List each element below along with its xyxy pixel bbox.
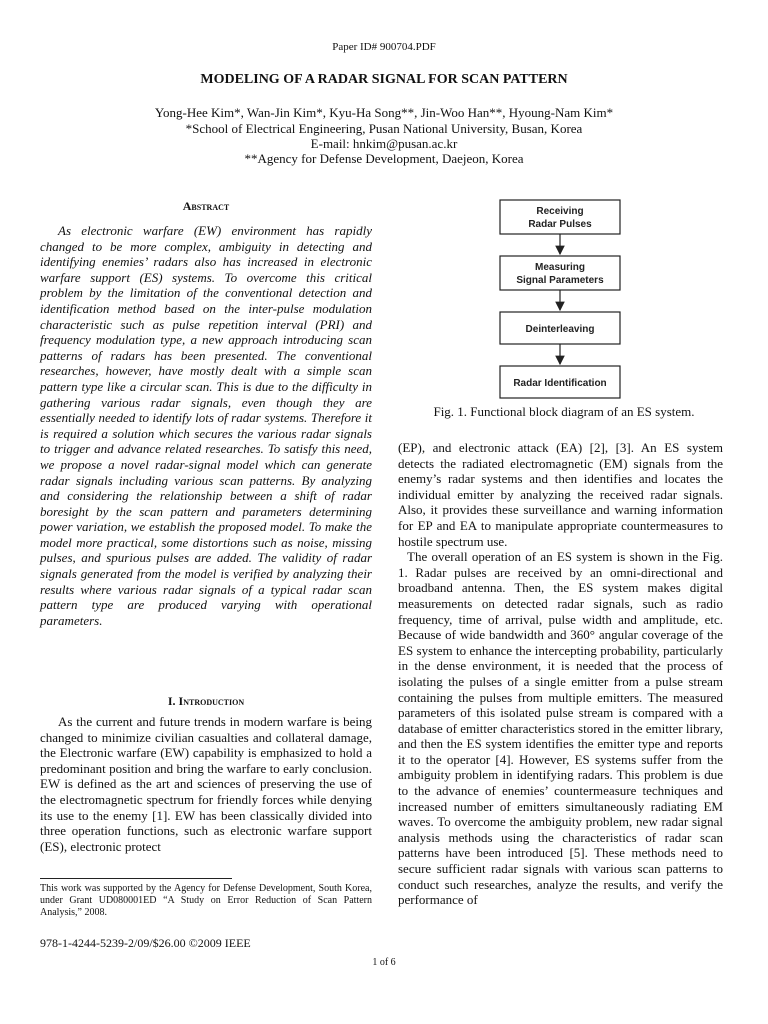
affiliation-agency: **Agency for Defense Development, Daejeon, Korea (244, 151, 524, 166)
contact-email: E-mail: hnkim@pusan.ac.kr (310, 136, 458, 151)
copyright-notice: 978-1-4244-5239-2/09/$26.00 ©2009 IEEE (40, 936, 251, 950)
abstract-heading: Abstract (182, 199, 230, 213)
right-column (398, 440, 723, 908)
diagram-box-receiving-line1: Receiving (536, 206, 584, 217)
page-number: 1 of 6 (372, 957, 396, 968)
right-column-paragraph-2: The overall operation of an ES system is shown in the Fig. 1. Radar pulses are received by an omni-directional and broadband antenna. Then, the ES system makes digital measurements on detected radar signals, such as radio frequency, time of arrival, pulse width and amplitude, etc. Because of wide bandwidth and 360° angular coverage of the ES system to enhance the intercepting probability, particularly in the dense environment, it is needed that the process of isolating the pulses of a single emitter from a pulse stream containing the pulses from multiple emitters. The measured parameters of this isolated pulse stream is compared with a database of emitter characteristics stored in the emitter library, and then the ES system identifies the emitter type and reports it to the operator [4]. However, ES systems suffer from the ambiguity problem in identifying radars. This problem is due to the advance of enemies’ countermeasure techniques and increased number of emitters simultaneously radiating EM waves. To overcome the ambiguity problem, new radar signal analysis methods using the characteristics of radar scan patterns have been introduced [5]. These methods need to secure sufficient radar signals with various scan patterns to conduct such researches, analyze the results, and verify the performance of (398, 549, 723, 908)
diagram-box-receiving-line2: Radar Pulses (528, 219, 592, 230)
figure-caption: Fig. 1. Functional block diagram of an ES system. (433, 404, 695, 419)
diagram-box-deinterleaving-label: Deinterleaving (525, 324, 595, 335)
footnote: This work was supported by the Agency for Defense Development, South Korea, under Grant UD080001ED “A Study on Error Reduction of Scan Pattern Analysis,” 2008. (40, 883, 372, 918)
diagram-box-identification-label: Radar Identification (513, 378, 607, 389)
diagram-box-measuring-line1: Measuring (534, 262, 586, 273)
abstract-body: As electronic warfare (EW) environment has rapidly changed to be more complex, ambiguity in detecting and identifying enemies’ radars also has increased in electronic warfare support (ES) systems. To overcome this critical problem by the limitation of the conventional detection and identification method based on the inter-pulse modulation characteristic such as pulse repetition interval (PRI) and frequency modulation type, a new approach introducing scan patterns of radars has been presented. The conventional researches, however, have mostly dealt with a simple scan pattern type like a circular scan. This is due to the difficulty in gathering various radar signals, even though they are essentially needed to identify lots of radar systems. Therefore it is required a solution which secures the various radar signals to trigger and advance related researches. To satisfy this need, we propose a novel radar-signal model which can generate radar signals including various scan patterns. By analyzing and considering the relationship between a shift of radar boresight by the scan pattern and parameters determining power variation, we establish the proposed model. To make the model more practical, some distortions such as noise, missing pulses, and spurious pulses are added. The validity of radar signals generated from the model is verified by analyzing their results where various radar signals of a typical radar scan pattern type are produced varying with operational parameters. (40, 223, 372, 628)
authors: Yong-Hee Kim*, Wan-Jin Kim*, Kyu-Ha Song**, Jin-Woo Han**, Hyoung-Nam Kim* (154, 105, 614, 120)
introduction-body: As the current and future trends in modern warfare is being changed to minimize civilian casualties and collateral damage, the Electronic warfare (EW) capability is emphasized to hold a predominant position and bring the warfare to early conclusion. EW is defined as the art and sciences of preserving the use of the electromagnetic spectrum for friendly forces while denying its use to the enemy [1]. EW has been classically divided into three operation functions, such as electronic warfare support (ES), electronic protect (40, 714, 372, 854)
footnote-divider (40, 878, 232, 879)
paper-title: MODELING OF A RADAR SIGNAL FOR SCAN PATTERN (200, 72, 568, 87)
affiliation-school: *School of Electrical Engineering, Pusan National University, Busan, Korea (185, 121, 583, 136)
diagram-box-measuring-line2: Signal Parameters (516, 275, 604, 286)
section-heading-introduction: I. Introduction (167, 694, 245, 708)
right-column-paragraph-1: (EP), and electronic attack (EA) [2], [3]. An ES system detects the radiated electromagnetic (EM) signals from the enemy’s radar systems and then identifies and locates the individual emitter by analyzing the received radar signals. Also, it provides these surveillance and warning information for EP and EA to manipulate appropriate countermeasures to hostile spectrum use. (398, 440, 723, 549)
paper-id: Paper ID# 900704.PDF (332, 41, 436, 53)
block-diagram (490, 196, 640, 402)
